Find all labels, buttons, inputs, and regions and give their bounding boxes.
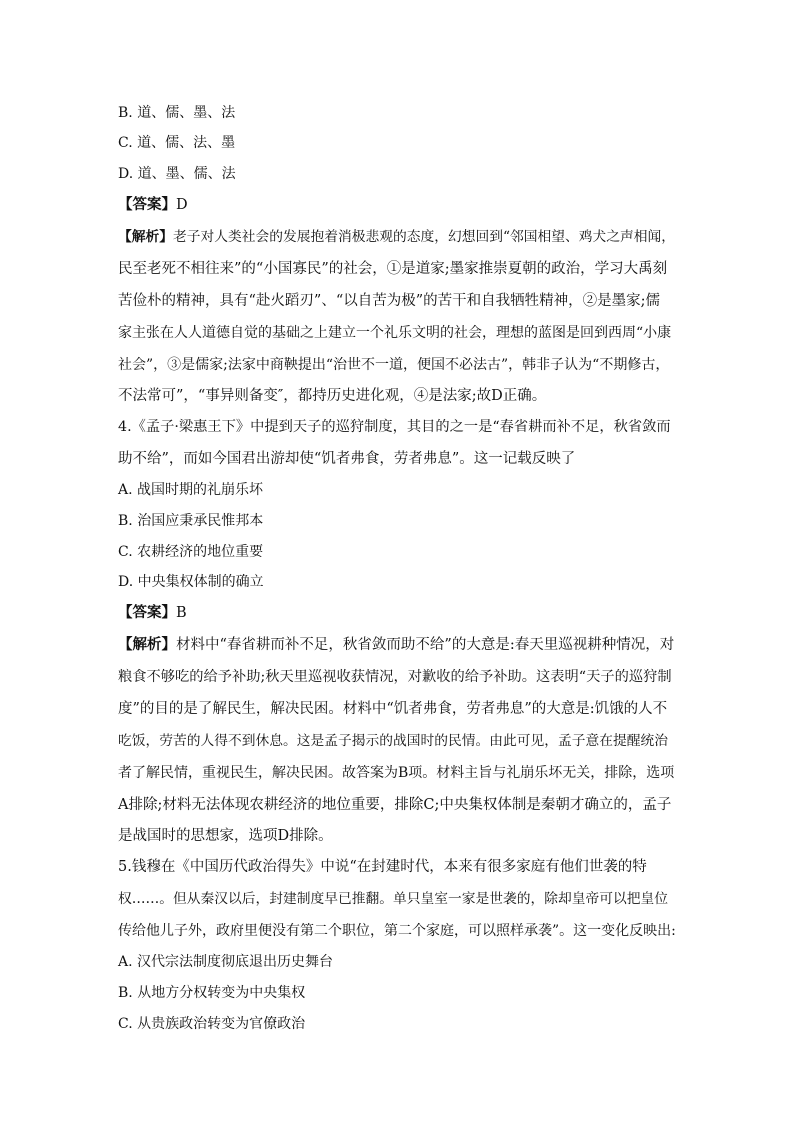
q5-option-c: C. 从贵族政治转变为官僚政治 <box>118 1016 306 1032</box>
q3-option-d: D. 道、墨、儒、法 <box>118 166 236 182</box>
q4-analysis-line-7: 是战国时的思想家，选项D排除。 <box>118 828 333 844</box>
q3-analysis-text: 老子对人类社会的发展抱着消极悲观的态度，幻想回到“邻国相望、鸡犬之声相闻， <box>173 229 676 245</box>
q5-option-b: B. 从地方分权转变为中央集权 <box>118 985 306 1001</box>
q3-answer-label: 【答案】 <box>118 197 176 213</box>
q4-option-d: D. 中央集权体制的确立 <box>118 574 264 590</box>
q3-analysis-line-4: 家主张在人人道德自觉的基础之上建立一个礼乐文明的社会，理想的蓝图是回到西周“小康 <box>118 325 672 341</box>
q4-analysis-text: 材料中“春省耕而补不足，秋省敛而助不给”的大意是:春天里巡视耕种情况，对 <box>176 637 675 653</box>
q4-option-c: C. 农耕经济的地位重要 <box>118 544 264 560</box>
q5-stem-line-3: 传给他儿子外，政府里便没有第二个职位，第二个家庭，可以照样承袭”。这一变化反映出: <box>118 923 676 939</box>
q4-stem-line-1: 4.《孟子·梁惠王下》中提到天子的巡狩制度，其目的之一是“春省耕而补不足，秋省敛而 <box>118 419 671 435</box>
q4-analysis-line-1 <box>118 635 676 655</box>
q3-answer-value: D <box>176 197 188 213</box>
q3-analysis-line-2: 民至老死不相往来”的“小国寡民”的社会，①是道家;墨家推崇夏朝的政治，学习大禹刻 <box>118 261 668 277</box>
q4-answer-value: B <box>176 605 187 621</box>
q4-analysis-line-6: A排除;材料无法体现农耕经济的地位重要，排除C;中央集权体制是秦朝才确立的，孟子 <box>118 797 672 813</box>
q4-option-b: B. 治国应秉承民惟邦本 <box>118 513 264 529</box>
q3-analysis-line-5: 社会”，③是儒家;法家中商鞅提出“治世不一道，便国不必法古”，韩非子认为“不期修古， <box>118 357 670 373</box>
q4-analysis-line-3: 度”的目的是了解民生，解决民困。材料中“饥者弗食，劳者弗息”的大意是:饥饿的人不 <box>118 701 668 717</box>
q4-analysis-line-2: 粮食不够吃的给予补助;秋天里巡视收获情况，对歉收的给予补助。这表明“天子的巡狩制 <box>118 669 672 685</box>
q4-option-a: A. 战国时期的礼崩乐坏 <box>118 482 264 498</box>
q3-analysis-line-1 <box>118 227 676 247</box>
q5-option-a: A. 汉代宗法制度彻底退出历史舞台 <box>118 954 334 970</box>
q5-stem-line-1: 5.钱穆在《中国历代政治得失》中说“在封建时代，本来有很多家庭有他们世袭的特 <box>118 859 647 875</box>
q4-answer-label: 【答案】 <box>118 605 176 621</box>
q3-option-b: B. 道、儒、墨、法 <box>118 105 236 121</box>
q3-analysis-label: 【解析】 <box>118 229 174 245</box>
q3-option-c: C. 道、儒、法、墨 <box>118 135 236 151</box>
q3-answer <box>118 195 676 215</box>
q3-analysis-line-6: 不法常可”，“事异则备变″，都持历史进化观，④是法家;故D正确。 <box>118 388 547 404</box>
q4-analysis-label: 【解析】 <box>118 637 176 653</box>
q4-analysis-line-4: 吃饭，劳苦的人得不到休息。这是孟子揭示的战国时的民情。由此可见，孟子意在提醒统治 <box>118 733 669 749</box>
q5-stem-line-2: 权……。但从秦汉以后，封建制度早已推翻。单只皇室一家是世袭的，除却皇帝可以把皇位 <box>118 891 669 907</box>
q4-stem-line-2: 助不给”，而如今国君出游却使“饥者弗食，劳者弗息”。这一记载反映了 <box>118 451 576 467</box>
q4-analysis-line-5: 者了解民情，重视民生，解决民困。故答案为B项。材料主旨与礼崩乐坏无关，排除，选项 <box>118 765 675 781</box>
q3-analysis-line-3: 苦俭朴的精神，具有“赴火蹈刃”、“以自苦为极”的苦干和自我牺牲精神，②是墨家;儒 <box>118 293 661 309</box>
q4-answer <box>118 603 676 623</box>
